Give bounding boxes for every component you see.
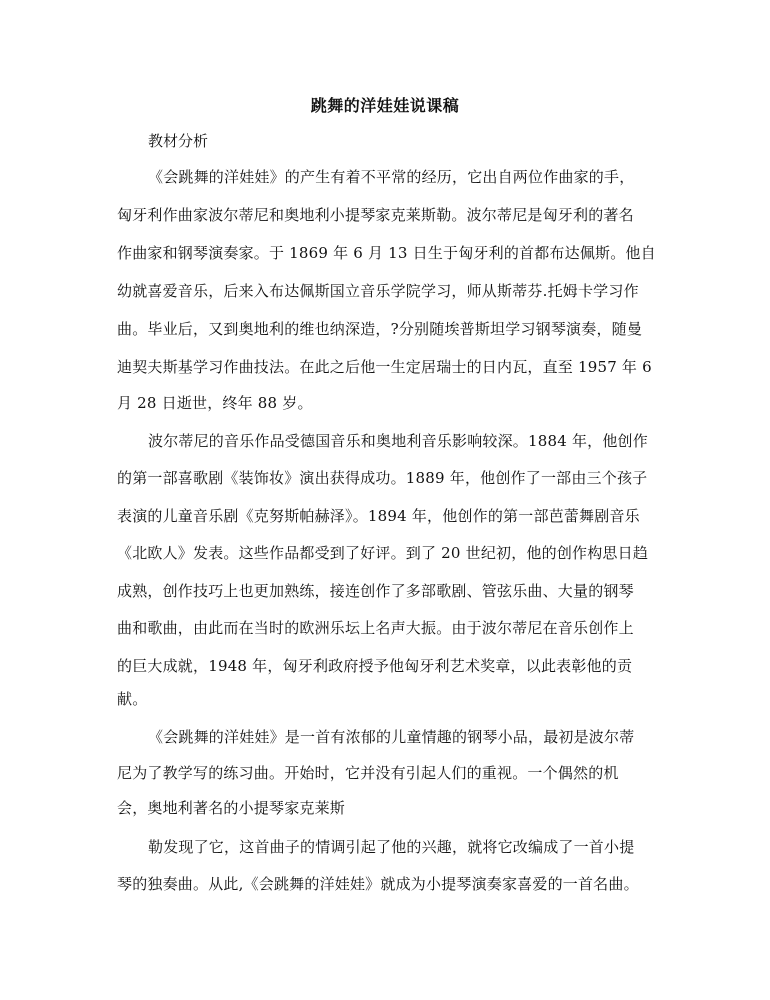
text-line: 会，奥地利著名的小提琴家克莱斯 bbox=[117, 799, 346, 817]
text-line: 波尔蒂尼的音乐作品受德国音乐和奥地利音乐影响较深。1884 年，他创作 bbox=[148, 432, 648, 450]
text-line: 表演的儿童音乐剧《克努斯帕赫泽》。1894 年，他创作的第一部芭蕾舞剧音乐 bbox=[117, 507, 640, 525]
text-line: 成熟，创作技巧上也更加熟练，接连创作了多部歌剧、管弦乐曲、大量的钢琴 bbox=[117, 582, 634, 600]
document-title: 跳舞的洋娃娃说课稿 bbox=[310, 96, 460, 115]
text-line: 献。 bbox=[117, 690, 148, 708]
text-line: 《北欧人》发表。这些作品都受到了好评。到了 20 世纪初，他的创作构思日趋 bbox=[117, 544, 649, 562]
text-line: 的第一部喜歌剧《装饰妆》演出获得成功。1889 年，他创作了一部由三个孩子 bbox=[117, 469, 648, 487]
text-line: 曲和歌曲，由此而在当时的欧洲乐坛上名声大振。由于波尔蒂尼在音乐创作上 bbox=[117, 619, 634, 637]
text-line: 作曲家和钢琴演奏家。于 1869 年 6 月 13 日生于匈牙利的首都布达佩斯。他自 bbox=[117, 244, 656, 262]
text-line: 《会跳舞的洋娃娃》是一首有浓郁的儿童情趣的钢琴小品，最初是波尔蒂 bbox=[148, 728, 635, 746]
section-heading: 教材分析 bbox=[148, 132, 209, 150]
text-line: 曲。毕业后，又到奥地利的维也纳深造，?分别随埃普斯坦学习钢琴演奏，随曼 bbox=[117, 320, 643, 338]
text-line: 幼就喜爱音乐，后来入布达佩斯国立音乐学院学习，师从斯蒂芬.托姆卡学习作 bbox=[117, 282, 639, 300]
text-line: 匈牙利作曲家波尔蒂尼和奥地利小提琴家克莱斯勒。波尔蒂尼是匈牙利的著名 bbox=[117, 206, 634, 224]
text-line: 月 28 日逝世，终年 88 岁。 bbox=[117, 394, 313, 412]
text-line: 《会跳舞的洋娃娃》的产生有着不平常的经历，它出自两位作曲家的手， bbox=[148, 168, 635, 186]
text-line: 尼为了教学写的练习曲。开始时，它并没有引起人们的重视。一个偶然的机 bbox=[117, 764, 619, 782]
text-line: 的巨大成就，1948 年，匈牙利政府授予他匈牙利艺术奖章，以此表彰他的贡 bbox=[117, 657, 633, 675]
text-line: 勒发现了它，这首曲子的情调引起了他的兴趣，就将它改编成了一首小提 bbox=[148, 838, 635, 856]
text-line: 迪契夫斯基学习作曲技法。在此之后他一生定居瑞士的日内瓦，直至 1957 年 6 bbox=[117, 358, 652, 376]
text-line: 琴的独奏曲。从此,《会跳舞的洋娃娃》就成为小提琴演奏家喜爱的一首名曲。 bbox=[117, 875, 639, 893]
